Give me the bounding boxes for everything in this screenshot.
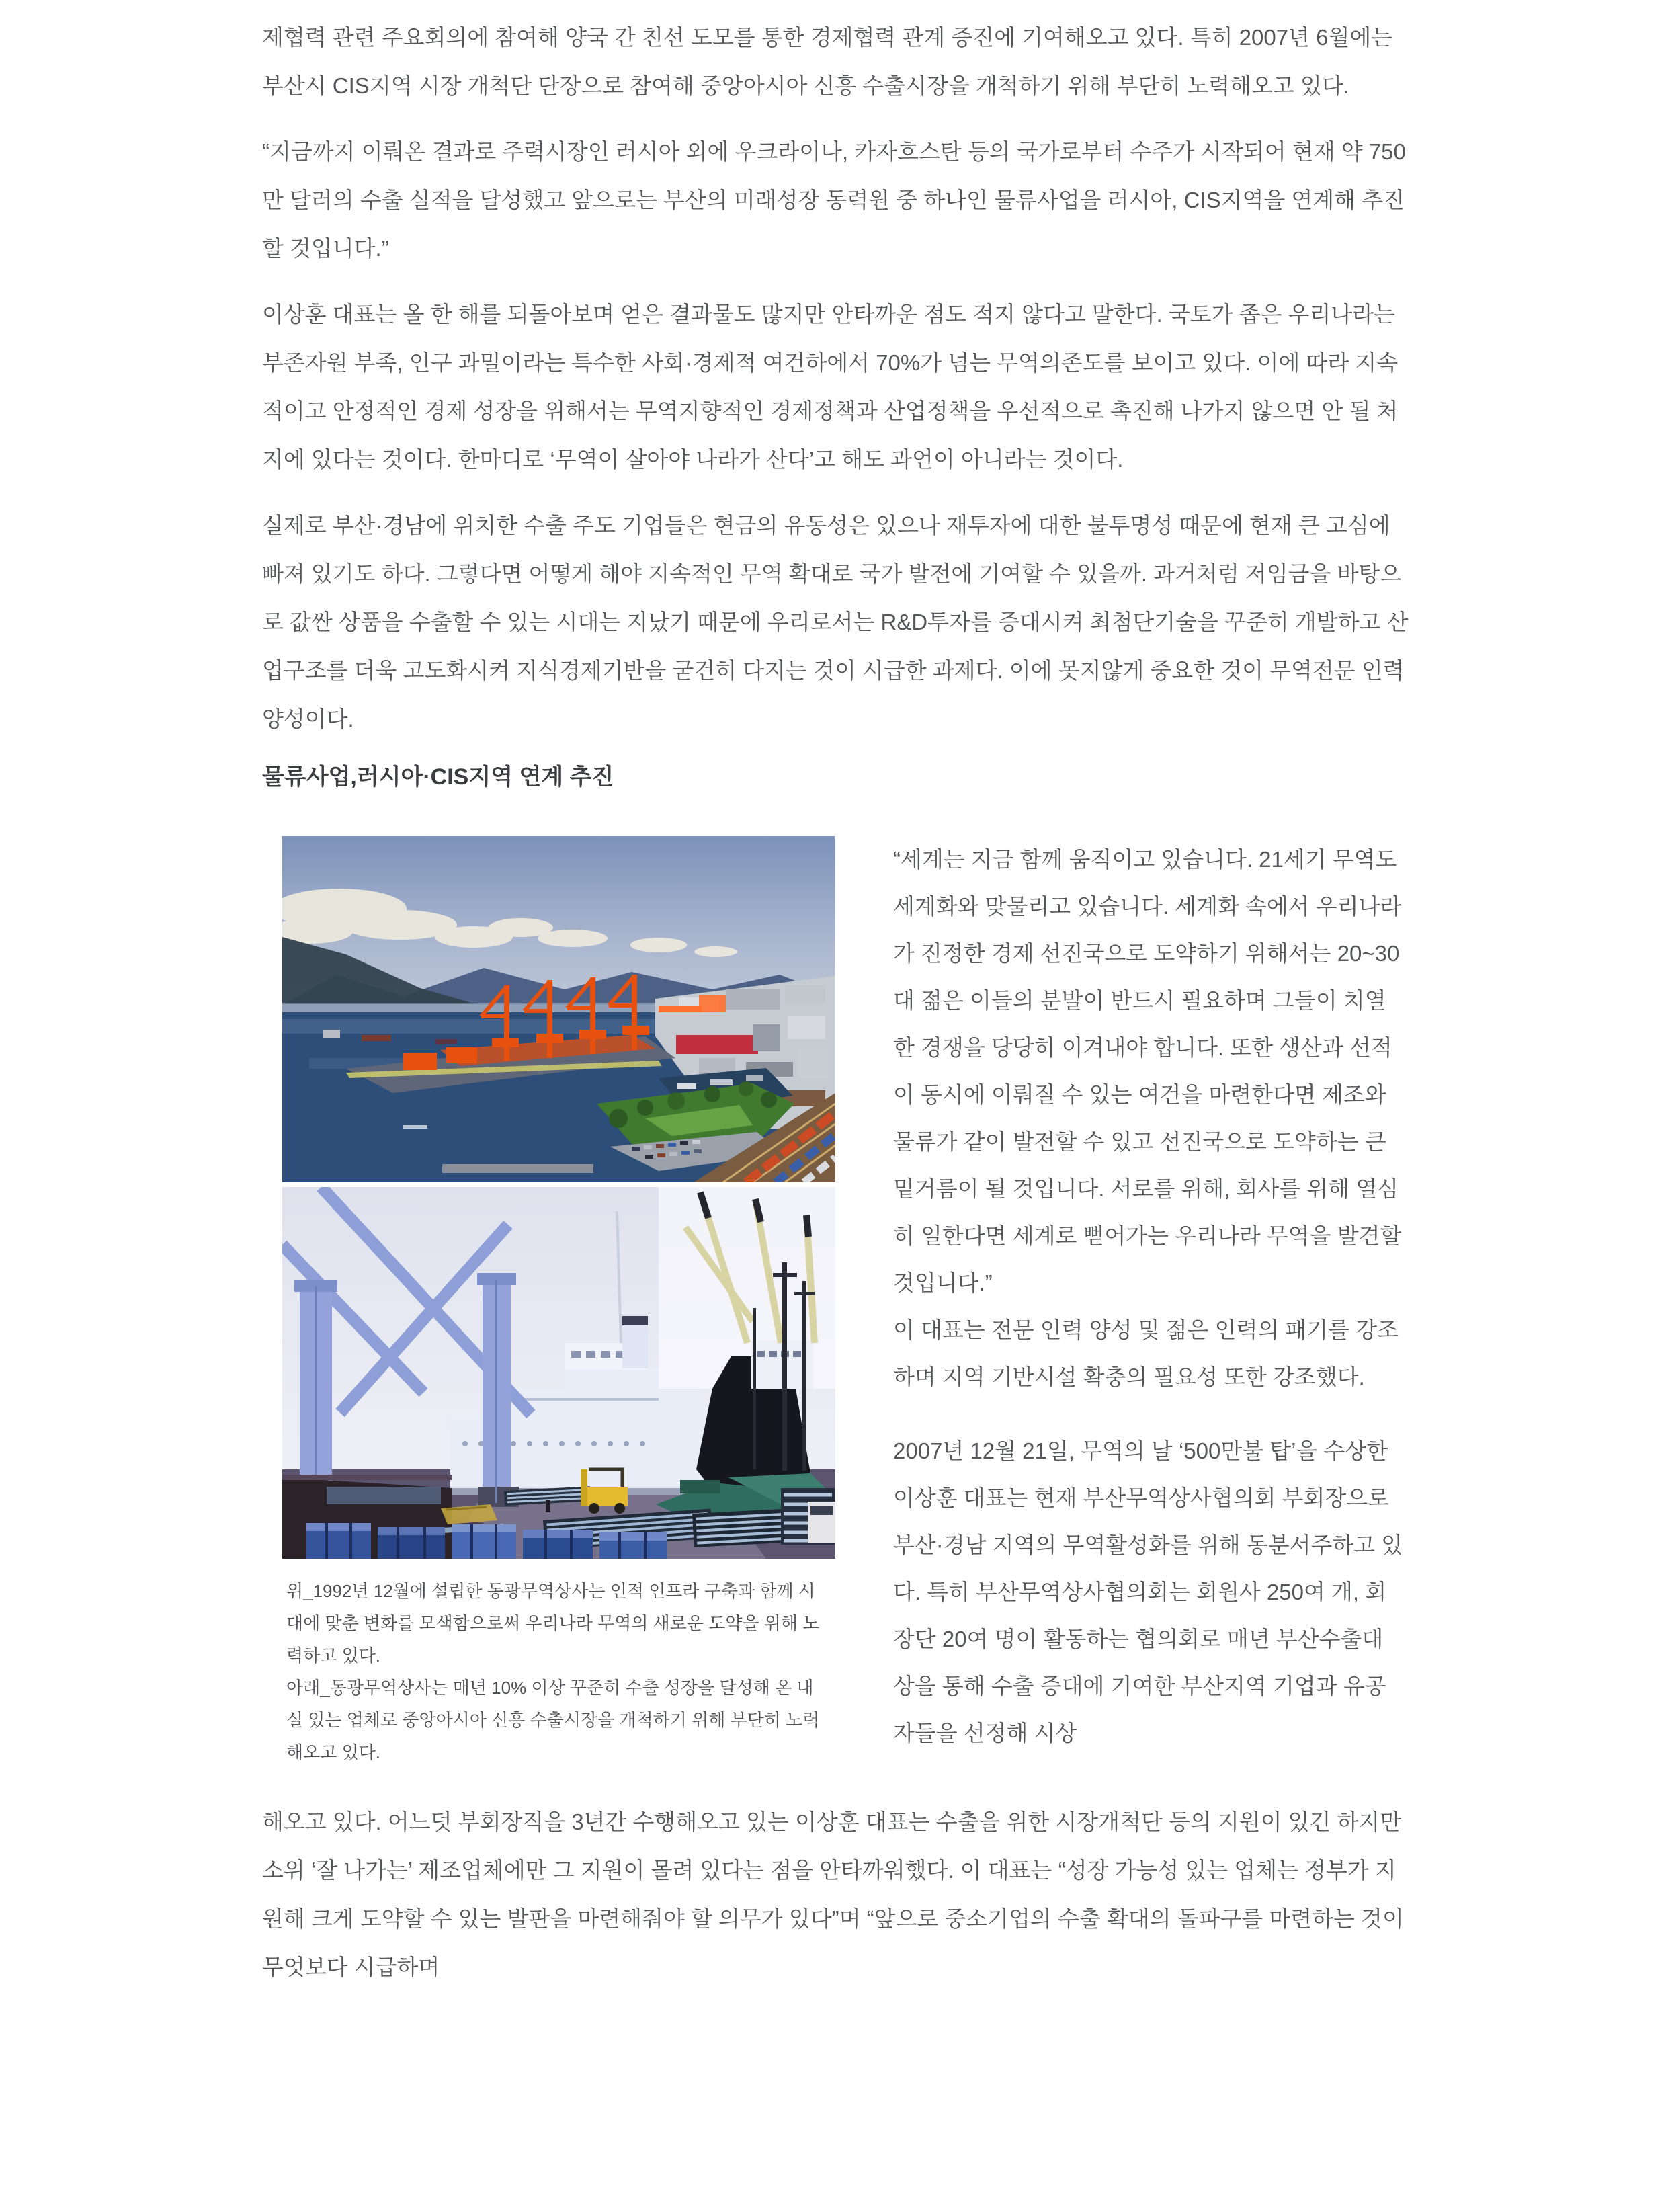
worker-figure (546, 1500, 550, 1512)
section-heading: 물류사업,러시아·CIS지역 연계 추진 (262, 764, 614, 790)
right-text-column (893, 836, 1404, 1757)
continuation-paragraph: 해오고 있다. 어느덧 부회장직을 3년간 수행해오고 있는 이상훈 대표는 수출을 위한 시장개척단 등의 지원이 있긴 하지만 소위 ‘잘 나가는’ 제조업체에만 그 지원이 몰려 있다는 점을 안타까워했다. 이 대표는 “성장 가능성 있는 업체는 정부가 지원해 크게 도약할 수 있는 발판을 마련해줘야 할 의무가 있다”며 “앞으로 중소기업의 수출 확대의 돌파구를 마련하는 것이 무엇보다 시급하며 (262, 1809, 1404, 1979)
paragraph: 제협력 관련 주요회의에 참여해 양국 간 친선 도모를 통한 경제협력 관계 증진에 기여해오고 있다. 특히 2007년 6월에는 부산시 CIS지역 시장 개척단 단장으로 참여해 중앙아시아 신흥 수출시장을 개척하기 위해 부단히 노력해오고 있다. (262, 25, 1393, 98)
white-van (808, 1502, 835, 1543)
paragraph: 이상훈 대표는 올 한 해를 되돌아보며 얻은 결과물도 많지만 안타까운 점도 적지 않다고 말한다. 국토가 좁은 우리나라는 부존자원 부족, 인구 과밀이라는 특수한 사회·경제적 여건하에서 70%가 넘는 무역의존도를 보이고 있다. 이에 따라 지속적이고 안정적인 경제 성장을 위해서는 무역지향적인 경제정책과 산업정책을 우선적으로 촉진해 나가지 않으면 안 될 처지에 있다는 것이다. 한마디로 ‘무역이 살아야 나라가 산다’고 해도 과언이 아니라는 것이다. (262, 302, 1399, 472)
paragraph: 이 대표는 전문 인력 양성 및 젊은 인력의 패기를 강조하며 지역 기반시설 확충의 필요성 또한 강조했다. (893, 1317, 1399, 1389)
quote-paragraph: “지금까지 이뤄온 결과로 주력시장인 러시아 외에 우크라이나, 카자흐스탄 등의 국가로부터 수주가 시작되어 현재 약 750만 달러의 수출 실적을 달성했고 앞으로는 부산의 미래성장 동력원 중 하나인 물류사업을 러시아, CIS지역을 연계해 추진할 것입니다.” (262, 139, 1406, 261)
figure-column (282, 836, 835, 1768)
paragraph: 실제로 부산·경남에 위치한 수출 주도 기업들은 현금의 유동성은 있으나 재투자에 대한 불투명성 때문에 현재 큰 고심에 빠져 있기도 하다. 그렇다면 어떻게 해야 지속적인 무역 확대로 국가 발전에 기여할 수 있을까. 과거처럼 저임금을 바탕으로 값싼 상품을 수출할 수 있는 시대는 지났기 때문에 우리로서는 R&D투자를 증대시켜 최첨단기술을 꾸준히 개발하고 산업구조를 더욱 고도화시켜 지식경제기반을 굳건히 다지는 것이 시급한 과제다. 이에 못지않게 중요한 것이 무역전문 인력 양성이다. (262, 513, 1409, 731)
caption-bottom: 아래_동광무역상사는 매년 10% 이상 꾸준히 수출 성장을 달성해 온 내실 있는 업체로 중앙아시아 신흥 수출시장을 개척하기 위해 부단히 노력해오고 있다. (286, 1678, 820, 1762)
caption-top: 위_1992년 12월에 설립한 동광무역상사는 인적 인프라 구축과 함께 시대에 맞춘 변화를 모색함으로써 우리나라 무역의 새로운 도약을 위해 노력하고 있다. (286, 1581, 820, 1666)
port-aerial-photo (282, 836, 835, 1182)
article-body (262, 13, 1409, 1992)
ceo-quote: “세계는 지금 함께 움직이고 있습니다. 21세기 무역도 세계화와 맞물리고 있습니다. 세계화 속에서 우리나라가 진정한 경제 선진국으로 도약하기 위해서는 20~30대 젊은 이들의 분발이 반드시 필요하며 그들이 치열한 경쟁을 당당히 이겨내야 합니다. 또한 생산과 선적이 동시에 이뤄질 수 있는 여건을 마련한다면 제조와 물류가 같이 발전할 수 있고 선진국으로 도약하는 큰 밑거름이 될 것입니다. 서로를 위해, 회사를 위해 열심히 일한다면 세계로 뻗어가는 우리나라 무역을 발견할 것입니다.” (893, 847, 1402, 1295)
photo-text-section (262, 836, 1409, 1768)
paragraph: 2007년 12월 21일, 무역의 날 ‘500만불 탑’을 수상한 이상훈 대표는 현재 부산무역상사협의회 부회장으로 부산·경남 지역의 무역활성화를 위해 동분서주하고 있다. 특히 부산무역상사협의회는 회원사 250여 개, 회장단 20여 명이 활동하는 협의회로 매년 부산수출대상을 통해 수출 증대에 기여한 부산지역 기업과 유공자들을 선정해 시상 (893, 1438, 1403, 1746)
dock-cargo-photo (282, 1187, 835, 1559)
photo-caption (282, 1575, 835, 1768)
